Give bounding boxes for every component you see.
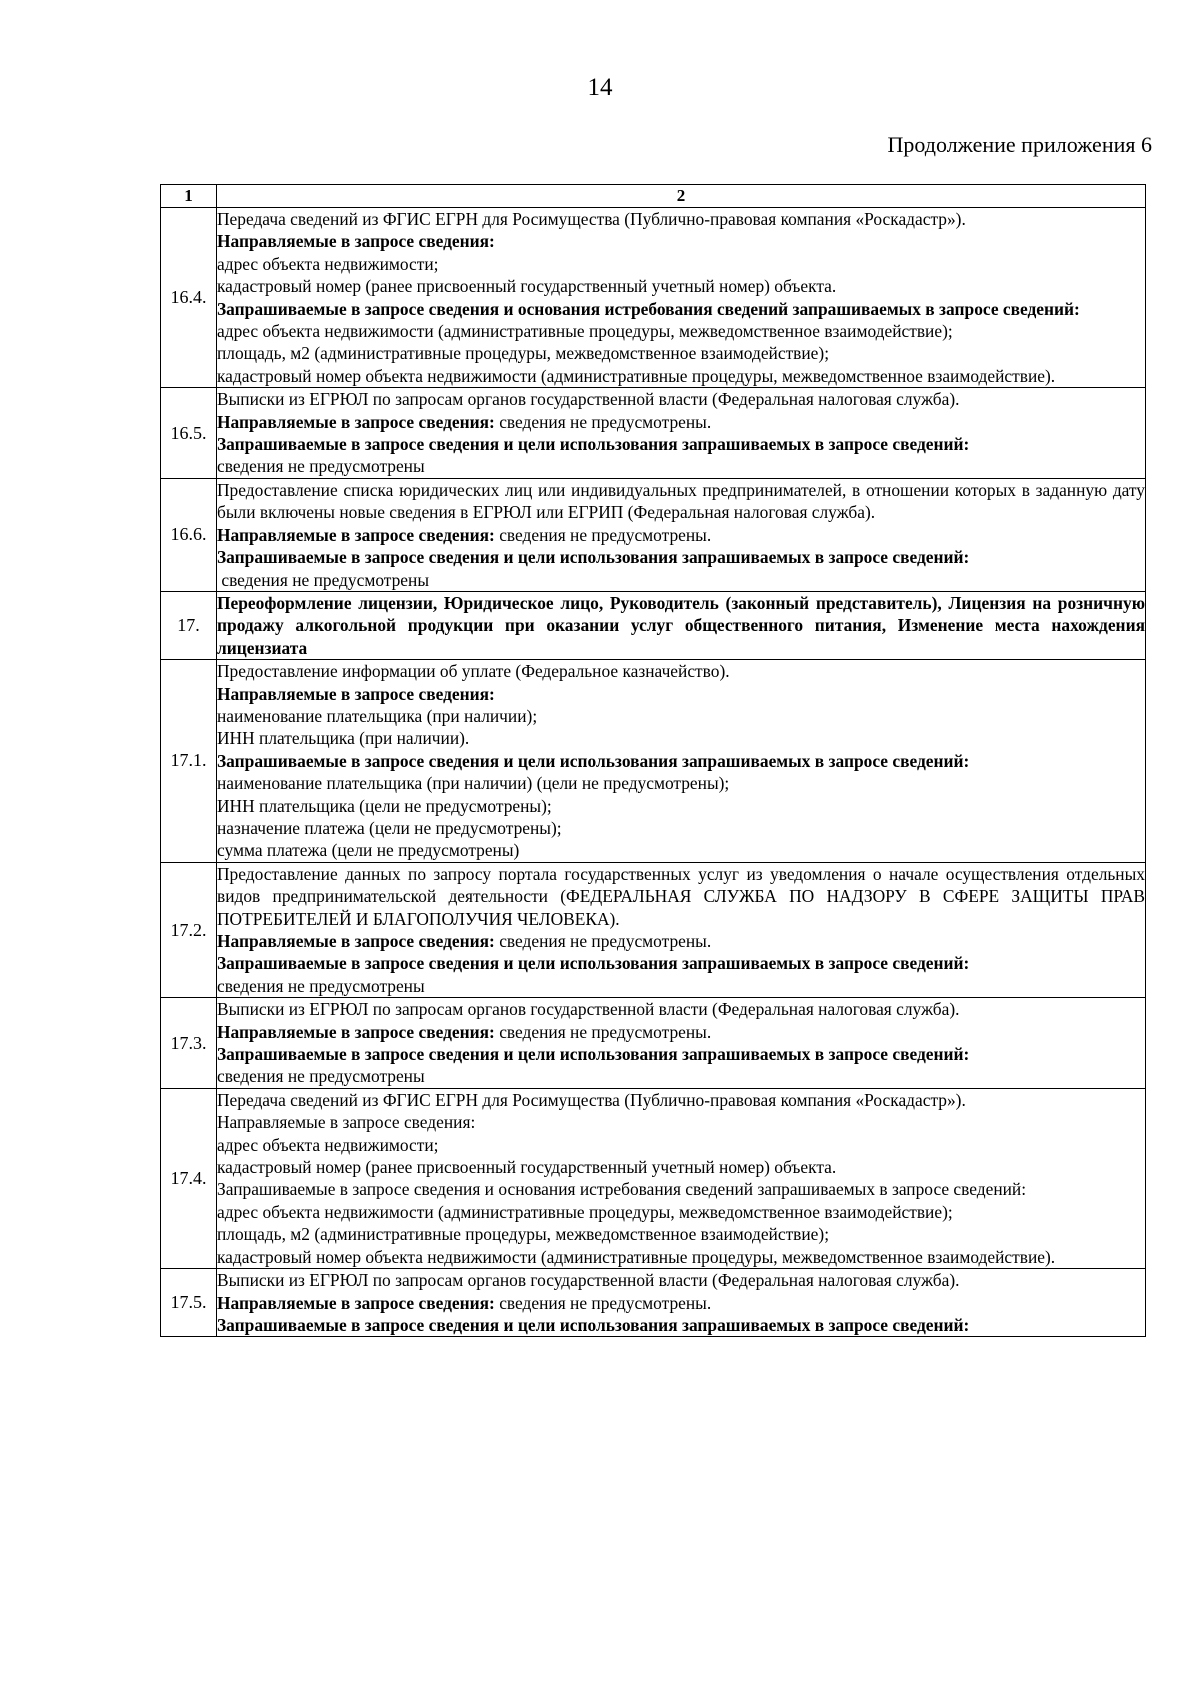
row-text: площадь, м2 (административные процедуры, межведомственное взаимодействие); — [217, 343, 830, 364]
row-text — [217, 524, 1145, 546]
row-number: 16.5. — [161, 388, 217, 479]
header-col-1: 1 — [161, 185, 217, 208]
row-text-bold: Направляемые в запросе сведения: — [217, 1021, 495, 1042]
row-text-bold: Направляемые в запросе сведения: — [217, 524, 495, 545]
row-text: Запрашиваемые в запросе сведения и цели использования запрашиваемых в запросе сведений: — [217, 1314, 970, 1335]
row-number: 17. — [161, 591, 217, 659]
table-row — [161, 591, 1146, 659]
row-text: наименование плательщика (при наличии) (цели не предусмотрены); — [217, 773, 730, 794]
row-text: Запрашиваемые в запросе сведения и цели использования запрашиваемых в запросе сведений: — [217, 434, 970, 455]
row-number: 16.6. — [161, 478, 217, 591]
row-content — [217, 1088, 1146, 1268]
row-content — [217, 862, 1146, 997]
table-row — [161, 1269, 1146, 1337]
row-text: сведения не предусмотрены. — [494, 1021, 712, 1042]
row-content — [217, 1269, 1146, 1337]
row-text: Направляемые в запросе сведения: — [217, 683, 495, 704]
row-text: сведения не предусмотрены. — [494, 931, 712, 951]
row-text: наименование плательщика (при наличии); — [217, 705, 538, 726]
row-text: кадастровый номер (ранее присвоенный государственный учетный номер) объекта. — [217, 1157, 837, 1178]
row-content — [217, 478, 1146, 591]
row-text: Предоставление информации об уплате (Федеральное казначейство). — [217, 661, 730, 682]
row-text: Запрашиваемые в запросе сведения и цели использования запрашиваемых в запросе сведений: — [217, 953, 970, 974]
row-text: ИНН плательщика (при наличии). — [217, 728, 470, 749]
table-row — [161, 208, 1146, 388]
row-text: адрес объекта недвижимости; — [217, 253, 439, 274]
row-number: 17.3. — [161, 998, 217, 1089]
table-row — [161, 1088, 1146, 1268]
row-content — [217, 208, 1146, 388]
row-text: сведения не предусмотрены — [217, 456, 425, 477]
row-text: сведения не предусмотрены. — [494, 524, 712, 545]
row-text — [217, 930, 1145, 952]
row-text: Передача сведений из ФГИС ЕГРН для Росимущества (Публично-правовая компания «Роскадастр»). — [217, 1089, 966, 1110]
row-text — [217, 411, 1145, 433]
row-text — [217, 1021, 1145, 1043]
row-text — [217, 1292, 1145, 1314]
row-text: назначение платежа (цели не предусмотрены); — [217, 817, 562, 838]
row-text: Выписки из ЕГРЮЛ по запросам органов государственной власти (Федеральная налоговая служба). — [217, 1270, 960, 1291]
table-row — [161, 478, 1146, 591]
table-row — [161, 862, 1146, 997]
row-text: Запрашиваемые в запросе сведения и цели использования запрашиваемых в запросе сведений: — [217, 1044, 970, 1065]
row-text: адрес объекта недвижимости (административные процедуры, межведомственное взаимодействие); — [217, 1201, 953, 1222]
row-text: Запрашиваемые в запросе сведения и цели использования запрашиваемых в запросе сведений: — [217, 547, 970, 568]
row-text: сведения не предусмотрены — [217, 975, 425, 996]
table-row — [161, 388, 1146, 479]
row-text: сведения не предусмотрены — [217, 1066, 425, 1087]
row-number: 17.4. — [161, 1088, 217, 1268]
row-text: кадастровый номер объекта недвижимости (административные процедуры, межведомственное взаимодействие). — [217, 365, 1056, 386]
row-text: адрес объекта недвижимости; — [217, 1134, 439, 1155]
row-number: 17.2. — [161, 862, 217, 997]
table-row — [161, 660, 1146, 863]
row-text: Предоставление списка юридических лиц или индивидуальных предпринимателей, в отношении которых в заданную дату были включены новые сведения в ЕГРЮЛ или ЕГРИП (Федеральная налоговая служба). — [217, 479, 1145, 523]
row-text: ИНН плательщика (цели не предусмотрены); — [217, 795, 552, 816]
row-text: площадь, м2 (административные процедуры, межведомственное взаимодействие); — [217, 1224, 830, 1245]
row-number: 17.5. — [161, 1269, 217, 1337]
row-number: 16.4. — [161, 208, 217, 388]
row-text: Передача сведений из ФГИС ЕГРН для Росимущества (Публично-правовая компания «Роскадастр»). — [217, 209, 966, 229]
section-title: Переоформление лицензии, Юридическое лицо, Руководитель (законный представитель), Лицензия на розничную продажу алкогольной продукции при оказании услуг общественного питания, Изменение места нахождения лицензиата — [217, 592, 1145, 658]
appendix-title: Продолжение приложения 6 — [887, 132, 1152, 157]
page-number: 14 — [587, 74, 613, 101]
row-text: Запрашиваемые в запросе сведения и основания истребования сведений запрашиваемых в запросе сведений: — [217, 298, 1080, 319]
row-text: сведения не предусмотрены — [217, 569, 430, 590]
row-text-bold: Направляемые в запросе сведения: — [217, 411, 495, 432]
row-content — [217, 660, 1146, 863]
row-text: Запрашиваемые в запросе сведения и основания истребования сведений запрашиваемых в запросе сведений: — [217, 1179, 1027, 1200]
row-text: Запрашиваемые в запросе сведения и цели использования запрашиваемых в запросе сведений: — [217, 750, 970, 771]
row-text-bold: Направляемые в запросе сведения: — [217, 1292, 495, 1313]
row-text: кадастровый номер (ранее присвоенный государственный учетный номер) объекта. — [217, 276, 837, 297]
row-text: Предоставление данных по запросу портала государственных услуг из уведомления о начале осуществления отдельных видов предпринимательской деятельности (ФЕДЕРАЛЬНАЯ СЛУЖБА ПО НАДЗОРУ В СФЕРЕ ЗАЩИТЫ ПРАВ ПОТРЕБИТЕЛЕЙ И БЛАГОПОЛУЧИЯ ЧЕЛОВЕКА). — [217, 863, 1145, 929]
row-text: адрес объекта недвижимости (административные процедуры, межведомственное взаимодействие); — [217, 321, 953, 342]
row-text: сумма платежа (цели не предусмотрены) — [217, 840, 520, 861]
services-table — [160, 184, 1146, 1337]
row-content — [217, 388, 1146, 479]
header-col-2: 2 — [217, 185, 1146, 208]
row-text: Направляемые в запросе сведения: — [217, 231, 495, 252]
row-text-bold: Направляемые в запросе сведения: — [217, 931, 495, 951]
row-text: Выписки из ЕГРЮЛ по запросам органов государственной власти (Федеральная налоговая служба). — [217, 999, 960, 1020]
row-content — [217, 998, 1146, 1089]
row-text: сведения не предусмотрены. — [494, 411, 712, 432]
row-number: 17.1. — [161, 660, 217, 863]
table-header-row — [161, 185, 1146, 208]
row-text: кадастровый номер объекта недвижимости (административные процедуры, межведомственное взаимодействие). — [217, 1246, 1056, 1267]
row-text: Направляемые в запросе сведения: — [217, 1112, 476, 1133]
row-text: сведения не предусмотрены. — [494, 1292, 712, 1313]
row-text: Выписки из ЕГРЮЛ по запросам органов государственной власти (Федеральная налоговая служба). — [217, 389, 960, 410]
table-row — [161, 998, 1146, 1089]
row-content — [217, 591, 1146, 659]
